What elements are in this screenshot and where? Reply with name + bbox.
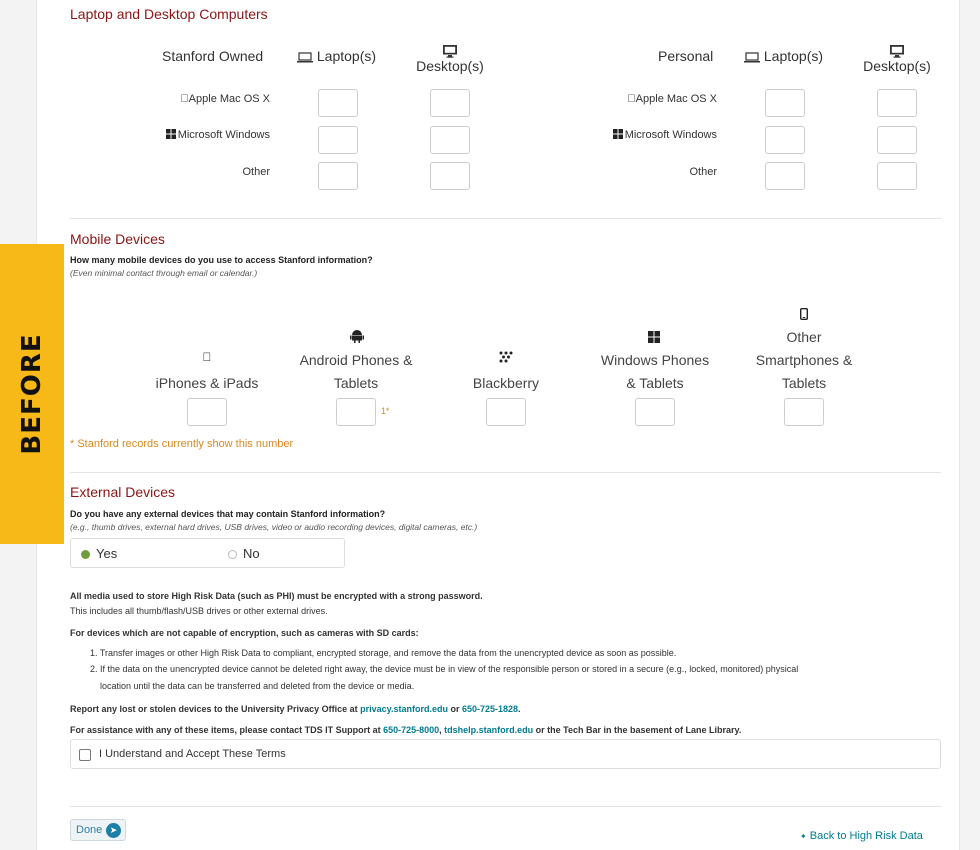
stanford-mac-desktop-input[interactable] — [430, 89, 470, 117]
section-divider — [70, 218, 941, 219]
accept-terms-label: I Understand and Accept These Terms — [99, 748, 286, 760]
stanford-os-row-windows: Microsoft Windows — [120, 129, 270, 141]
stanford-windows-desktop-input[interactable] — [430, 126, 470, 154]
laptop-icon — [297, 52, 313, 63]
section-divider — [70, 806, 941, 807]
personal-os-row-windows: Microsoft Windows — [567, 129, 717, 141]
encryption-scope-note: This includes all thumb/flash/USB drives or other external drives. — [70, 606, 328, 616]
stanford-windows-laptop-input[interactable] — [318, 126, 358, 154]
mobile-section-title: Mobile Devices — [70, 231, 165, 247]
personal-windows-laptop-input[interactable] — [765, 126, 805, 154]
arrow-right-icon: ➤ — [106, 823, 121, 838]
mobile-phone-icon — [800, 308, 808, 320]
done-button-label: Done — [76, 824, 103, 836]
yes-label: Yes — [96, 546, 118, 561]
personal-os-row-other: Other — [689, 166, 717, 178]
personal-os-row-mac: Apple Mac OS X — [567, 93, 717, 105]
back-to-high-risk-link[interactable]: ✦ Back to High Risk Data — [800, 830, 923, 842]
device-label-other-smartphones: Other Smartphones & Tablets — [755, 329, 853, 391]
stanford-owned-label: Stanford Owned — [162, 48, 264, 64]
stanford-mac-laptop-input[interactable] — [318, 89, 358, 117]
stanford-os-row-mac: Apple Mac OS X — [120, 93, 270, 105]
tdshelp-link[interactable]: tdshelp.stanford.edu — [444, 725, 534, 735]
it-support-phone-link[interactable]: 650-725-8000 — [383, 725, 440, 735]
personal-windows-desktop-input[interactable] — [877, 126, 917, 154]
laptop-icon — [744, 52, 760, 63]
desktop-icon — [861, 45, 933, 58]
personal-label: Personal — [658, 48, 714, 64]
stanford-laptop-header: Laptop(s) — [297, 48, 376, 64]
apple-icon — [627, 93, 635, 105]
no-label: No — [243, 546, 260, 561]
section-divider — [70, 472, 941, 473]
it-support-contact: For assistance with any of these items, please contact TDS IT Support at 650-725-8000, tdshelp.stanford.edu or the Tech Bar in the basement of Lane Library. — [70, 725, 742, 735]
policy-item-2-continued: location until the data can be transferred and deleted from the device or media. — [100, 681, 415, 691]
personal-laptop-header: Laptop(s) — [744, 48, 823, 64]
accept-terms-checkbox[interactable] — [79, 749, 91, 761]
blackberry-count-input[interactable] — [486, 398, 526, 426]
apple-icon — [180, 93, 188, 105]
android-icon — [350, 329, 364, 343]
policy-item-2: 2. If the data on the unencrypted device cannot be deleted right away, the device must be in view of the responsible person or stored in a secure (e.g., locked, monitored) physical — [90, 664, 799, 674]
windows-icon — [166, 129, 176, 139]
encryption-requirement: All media used to store High Risk Data (such as PHI) must be encrypted with a strong password. — [70, 591, 483, 601]
terms-acceptance-row[interactable] — [70, 739, 941, 769]
stanford-desktop-header: Desktop(s) — [414, 45, 486, 74]
android-record-marker: 1* — [381, 406, 390, 416]
device-label-iphones: iPhones & iPads — [155, 375, 259, 391]
other-smartphones-count-input[interactable] — [784, 398, 824, 426]
arrow-icon: ✦ — [800, 832, 807, 841]
blackberry-icon — [498, 351, 514, 363]
laptop-desktop-section-title: Laptop and Desktop Computers — [70, 6, 268, 22]
apple-icon — [177, 350, 237, 364]
personal-mac-desktop-input[interactable] — [877, 89, 917, 117]
personal-mac-laptop-input[interactable] — [765, 89, 805, 117]
windows-phones-count-input[interactable] — [635, 398, 675, 426]
device-label-windows-phones: Windows Phones & Tablets — [600, 352, 710, 391]
no-radio-option[interactable] — [226, 546, 326, 562]
mobile-question: How many mobile devices do you use to access Stanford information? — [70, 255, 373, 265]
before-tag-label: BEFORE — [17, 333, 47, 455]
privacy-office-link[interactable]: privacy.stanford.edu — [360, 704, 448, 714]
android-count-input[interactable] — [336, 398, 376, 426]
yes-radio-option[interactable] — [79, 546, 179, 562]
desktop-icon — [414, 45, 486, 58]
stanford-other-laptop-input[interactable] — [318, 162, 358, 190]
no-radio-button[interactable] — [228, 550, 237, 559]
personal-other-desktop-input[interactable] — [877, 162, 917, 190]
iphones-count-input[interactable] — [187, 398, 227, 426]
records-note: * Stanford records currently show this number — [70, 438, 294, 450]
privacy-office-phone-link[interactable]: 650-725-1828 — [461, 704, 519, 714]
external-section-title: External Devices — [70, 484, 176, 500]
mobile-hint: (Even minimal contact through email or calendar.) — [70, 268, 258, 278]
device-label-blackberry: Blackberry — [472, 375, 540, 391]
personal-other-laptop-input[interactable] — [765, 162, 805, 190]
external-hint: (e.g., thumb drives, external hard drives, USB drives, video or audio recording devices, digital cameras, etc.) — [70, 522, 478, 532]
device-label-android: Android Phones & Tablets — [299, 352, 413, 391]
stanford-other-desktop-input[interactable] — [430, 162, 470, 190]
yes-radio-button[interactable] — [81, 550, 90, 559]
windows-icon — [648, 331, 660, 343]
external-devices-radio-group — [70, 538, 345, 568]
personal-desktop-header: Desktop(s) — [861, 45, 933, 74]
done-button[interactable] — [70, 819, 126, 841]
windows-icon — [613, 129, 623, 139]
policy-item-1: 1. Transfer images or other High Risk Data to compliant, encrypted storage, and remove the data from the unencrypted device as soon as possible. — [90, 648, 677, 658]
external-question: Do you have any external devices that may contain Stanford information? — [70, 509, 386, 519]
non-encryptable-heading: For devices which are not capable of encryption, such as cameras with SD cards: — [70, 628, 419, 638]
report-lost-devices: Report any lost or stolen devices to the University Privacy Office at privacy.stanford.edu or 650-725-1828. — [70, 704, 521, 714]
stanford-os-row-other: Other — [242, 166, 270, 178]
